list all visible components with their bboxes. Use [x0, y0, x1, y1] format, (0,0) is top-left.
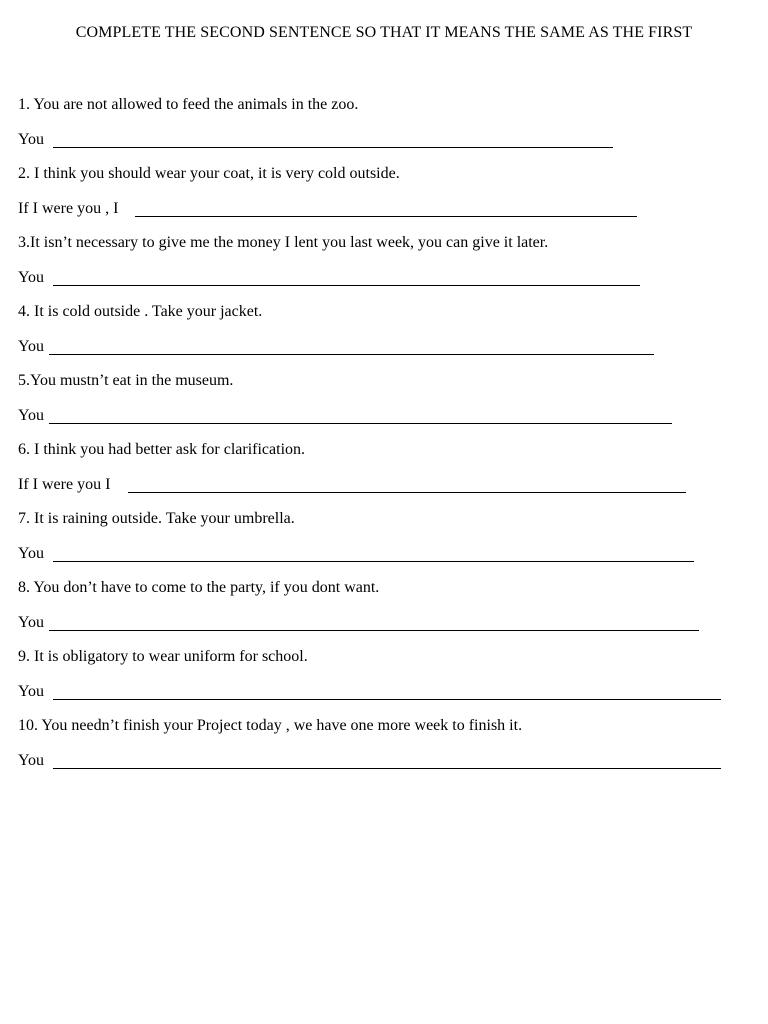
- exercise-item: [18, 577, 758, 646]
- answer-blank-line[interactable]: [49, 354, 654, 355]
- answer-row: [18, 198, 758, 232]
- exercise-prompt: 9. It is obligatory to wear uniform for school.: [18, 648, 308, 665]
- answer-start: You: [18, 545, 44, 562]
- answer-start: You: [18, 407, 44, 424]
- answer-blank-line[interactable]: [53, 561, 694, 562]
- exercise-prompt: 4. It is cold outside . Take your jacket.: [18, 303, 263, 320]
- answer-row: [18, 405, 758, 439]
- answer-start: You: [18, 338, 44, 355]
- exercise-item: [18, 163, 758, 232]
- answer-start: You: [18, 131, 44, 148]
- exercise-item: [18, 370, 758, 439]
- answer-row: [18, 750, 758, 784]
- answer-blank-line[interactable]: [135, 216, 637, 217]
- answer-start: You: [18, 683, 44, 700]
- exercise-prompt: 6. I think you had better ask for clarification.: [18, 441, 306, 458]
- exercise-prompt: 7. It is raining outside. Take your umbrella.: [18, 510, 295, 527]
- answer-row: [18, 612, 758, 646]
- answer-row: [18, 543, 758, 577]
- answer-start: You: [18, 614, 44, 631]
- answer-blank-line[interactable]: [53, 147, 613, 148]
- exercise-prompt: 3.It isn’t necessary to give me the money I lent you last week, you can give it later.: [18, 234, 549, 251]
- answer-start: If I were you , I: [18, 200, 119, 217]
- answer-start: You: [18, 269, 44, 286]
- answer-row: [18, 267, 758, 301]
- exercise-prompt: 8. You don’t have to come to the party, if you dont want.: [18, 579, 380, 596]
- exercise-item: [18, 301, 758, 370]
- exercise-item: [18, 94, 758, 163]
- answer-start: If I were you I: [18, 476, 111, 493]
- answer-row: [18, 129, 758, 163]
- exercise-item: [18, 715, 758, 784]
- answer-blank-line[interactable]: [49, 423, 672, 424]
- exercise-item: [18, 232, 758, 301]
- exercise-item: [18, 646, 758, 715]
- exercise-prompt: 2. I think you should wear your coat, it is very cold outside.: [18, 165, 400, 182]
- answer-row: [18, 681, 758, 715]
- answer-blank-line[interactable]: [53, 285, 640, 286]
- answer-blank-line[interactable]: [49, 630, 699, 631]
- answer-start: You: [18, 752, 44, 769]
- exercise-prompt: 10. You needn’t finish your Project today , we have one more week to finish it.: [18, 717, 523, 734]
- exercise-prompt: 1. You are not allowed to feed the animals in the zoo.: [18, 96, 359, 113]
- answer-blank-line[interactable]: [128, 492, 686, 493]
- exercise-prompt: 5.You mustn’t eat in the museum.: [18, 372, 234, 389]
- answer-row: [18, 474, 758, 508]
- exercise-list: [18, 94, 758, 784]
- worksheet-title: COMPLETE THE SECOND SENTENCE SO THAT IT MEANS THE SAME AS THE FIRST: [75, 24, 693, 41]
- exercise-item: [18, 439, 758, 508]
- exercise-item: [18, 508, 758, 577]
- answer-blank-line[interactable]: [53, 768, 721, 769]
- answer-row: [18, 336, 758, 370]
- answer-blank-line[interactable]: [53, 699, 721, 700]
